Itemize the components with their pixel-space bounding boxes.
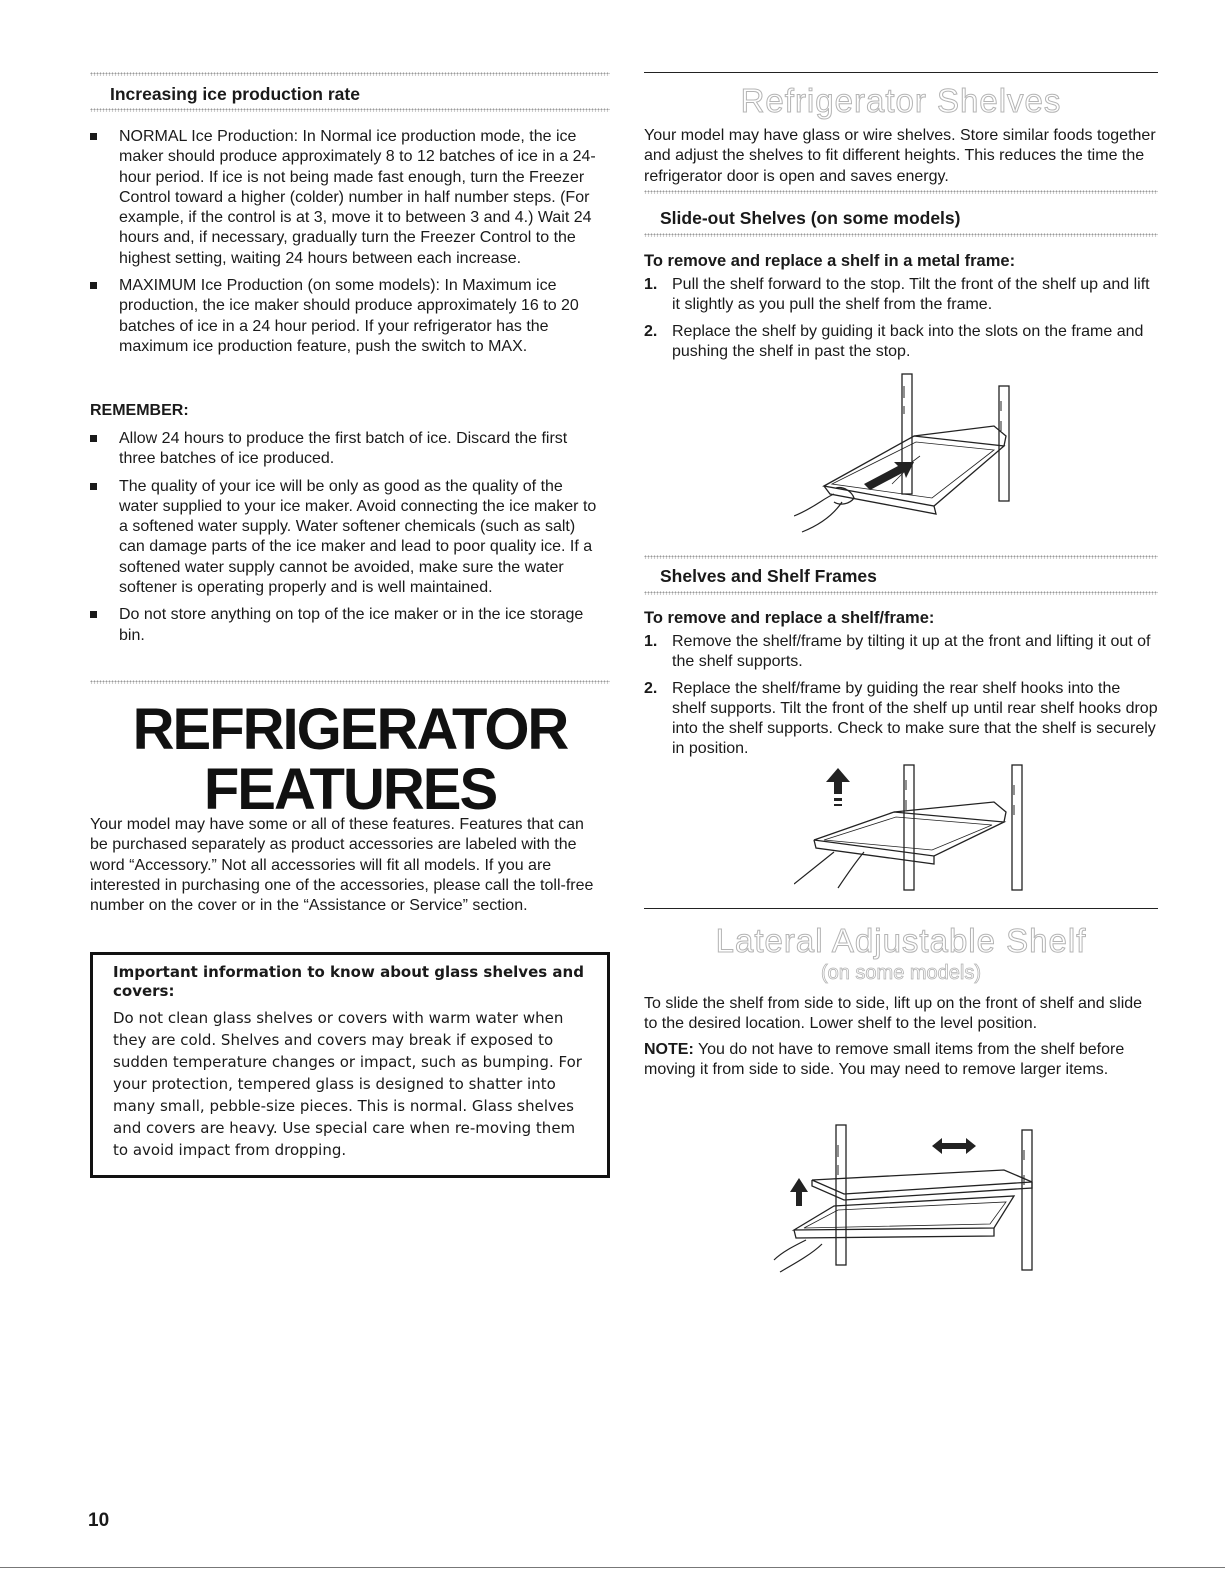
- bullet-icon: [90, 611, 97, 618]
- list-item: 2. Replace the shelf by guiding it back into the slots on the frame and pushing the shelf in past the stop.: [644, 322, 1144, 360]
- bottom-rule: [0, 1567, 1225, 1568]
- bullet-icon: [90, 133, 97, 140]
- glass-warning-text: Do not clean glass shelves or covers with warm water when they are cold. Shelves and covers may break if exposed to sudden temperature changes or impact, such as bumping. For your protection, tempered glass is designed to shatter into many small, pebble-size pieces. This is normal. Glass shelves and covers are heavy. Use special care when re-moving them to avoid impact from dropping.: [113, 1009, 582, 1159]
- glass-warning-title: Important information to know about glass shelves and covers:: [113, 963, 584, 1000]
- glass-warning-box: [90, 952, 610, 1178]
- lateral-shelf-illustration: [764, 1120, 1164, 1280]
- list-item: 1. Remove the shelf/frame by tilting it up at the front and lifting it out of the shelf supports.: [644, 633, 1151, 671]
- divider: [90, 72, 610, 76]
- shelves-section-title: Refrigerator Shelves: [740, 82, 1062, 119]
- ice-production-heading: Increasing ice production rate: [110, 84, 360, 104]
- list-item: 1. Pull the shelf forward to the stop. Tilt the front of the shelf up and lift it slightly as you pull the shelf from the frame.: [644, 276, 1150, 314]
- lateral-shelf-subtitle: (on some models): [820, 962, 982, 984]
- shelf-frame-illustration: [794, 760, 1174, 900]
- lateral-shelf-note: NOTE: You do not have to remove small items from the shelf before moving it from side to side. You may need to remove larger items.: [644, 1041, 1125, 1079]
- list-item: NORMAL Ice Production: In Normal ice production mode, the ice maker should produce approximately 8 to 12 batches of ice in a 24-hour period. If ice is not being made fast enough, turn the Freezer Control toward a higher (colder) number in half number steps. (For example, if the control is at 3, move it to between 3 and 4.) Wait 24 hours and, if necessary, gradually turn the Freezer Control to the highest setting, waiting 24 hours between each increase.: [90, 127, 605, 269]
- page-number: 10: [88, 1510, 110, 1531]
- divider: [644, 555, 1158, 559]
- shelves-intro: Your model may have glass or wire shelves. Store similar foods together and adjust the shelves to fit different heights. This reduces the time the refrigerator door is open and saves energy.: [644, 127, 1156, 185]
- slideout-subheading: To remove and replace a shelf in a metal frame:: [644, 252, 1016, 270]
- slideout-shelf-illustration: [794, 366, 1174, 546]
- list-item: Do not store anything on top of the ice maker or in the ice storage bin.: [90, 605, 605, 646]
- lateral-shelf-text: To slide the shelf from side to side, lift up on the front of shelf and slide to the desired location. Lower shelf to the level position.: [644, 995, 1143, 1033]
- remember-list: [90, 429, 605, 646]
- divider: [644, 233, 1158, 237]
- lateral-shelf-title: Lateral Adjustable Shelf: [715, 922, 1087, 959]
- features-intro: Your model may have some or all of these features. Features that can be purchased separately as product accessories are labeled with the word “Accessory.” Not all accessories will fit all models. If you are interested in purchasing one of the accessories, please call the toll-free number on the cover or in the “Assistance or Service” section.: [90, 816, 594, 915]
- slideout-steps: [644, 275, 1158, 362]
- bullet-icon: [90, 435, 97, 442]
- divider: [644, 908, 1158, 909]
- note-label: NOTE:: [644, 1041, 694, 1058]
- bullet-icon: [90, 282, 97, 289]
- frames-steps: [644, 632, 1158, 760]
- divider: [644, 72, 1158, 73]
- frames-subheading: To remove and replace a shelf/frame:: [644, 609, 935, 627]
- frames-heading: Shelves and Shelf Frames: [660, 566, 877, 586]
- bullet-icon: [90, 483, 97, 490]
- list-item: The quality of your ice will be only as good as the quality of the water supplied to your ice maker. Avoid connecting the ice maker to a softened water supply. Water softener chemicals (such as salt) can damage parts of the ice maker and lead to poor quality ice. If a softened water supply cannot be avoided, make sure the water softener is operating properly and is well maintained.: [90, 477, 605, 599]
- list-item: 2. Replace the shelf/frame by guiding the rear shelf hooks into the shelf supports. Tilt the front of the shelf up until rear shelf hooks drop into the shelf supports. Check to make sure that the shelf is securely in position.: [644, 679, 1158, 758]
- page-title: REFRIGERATOR FEATURES: [132, 697, 568, 822]
- slideout-heading: Slide-out Shelves (on some models): [660, 208, 961, 228]
- remember-label: REMEMBER:: [90, 402, 189, 419]
- list-item: Allow 24 hours to produce the first batch of ice. Discard the first three batches of ice produced.: [90, 429, 605, 470]
- list-item: MAXIMUM Ice Production (on some models): In Maximum ice production, the ice maker should produce approximately 16 to 20 batches of ice in a 24 hour period. If your refrigerator has the maximum ice production feature, push the switch to MAX.: [90, 276, 605, 357]
- ice-production-list: [90, 127, 605, 357]
- divider: [90, 680, 610, 684]
- divider: [644, 591, 1158, 595]
- divider: [644, 190, 1158, 194]
- divider: [90, 108, 610, 112]
